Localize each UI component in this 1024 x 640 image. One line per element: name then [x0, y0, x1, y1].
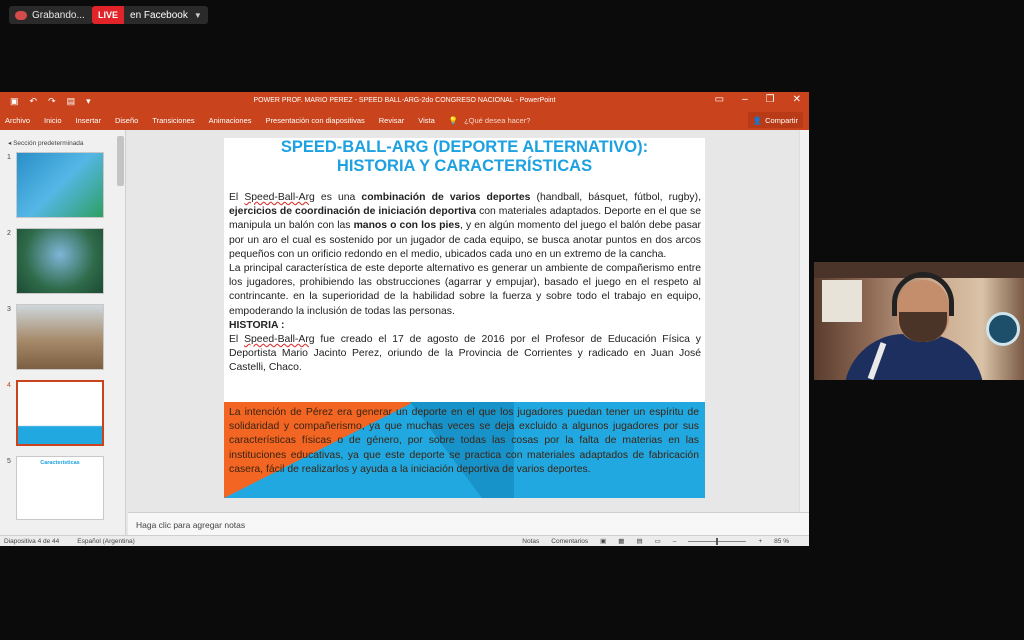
thumb-number: 5: [7, 458, 11, 465]
slide-editing-area: [128, 130, 809, 512]
title-bar: [0, 92, 809, 110]
ribbon-tabs: [0, 110, 809, 130]
slide-scrollbar[interactable]: [799, 130, 809, 512]
slide-thumbnail-4[interactable]: [16, 380, 104, 446]
normal-view-icon[interactable]: ▣: [600, 538, 607, 545]
save-icon[interactable]: ▣: [10, 95, 19, 106]
recording-indicator[interactable]: [9, 6, 93, 24]
language-indicator[interactable]: Español (Argentina): [77, 537, 135, 545]
tab-inicio[interactable]: Inicio: [44, 115, 62, 125]
slide-body-text: [229, 191, 701, 376]
notes-pane[interactable]: [128, 512, 809, 536]
restore-icon[interactable]: ❐: [765, 94, 775, 105]
section-header[interactable]: ◂ Sección predeterminada: [8, 140, 84, 147]
slideshow-icon[interactable]: ▭: [654, 538, 661, 545]
live-badge: LIVE: [92, 6, 124, 24]
tab-vista[interactable]: Vista: [418, 115, 435, 125]
thumb-number: 2: [7, 230, 11, 237]
minimize-icon[interactable]: –: [742, 94, 748, 105]
recording-cloud-icon: [15, 11, 27, 20]
slide-thumbnail-1[interactable]: [16, 152, 104, 218]
zoom-level[interactable]: 85 %: [774, 537, 789, 545]
paragraph-description: El Speed-Ball-Arg es una combinación de varios deportes (handball, básquet, fútbol, rugby), ejercicios de coordinación de iniciación deportiva con materiales adaptados. Deporte en el que se manipula un balón con las manos o con los pies, y en algún momento del juego el balón debe pasar por un aro el cual es sostenido por un jugador de cada equipo, se busca anotar puntos en dos arcos pequeños con un orificio redondo en el medio, ubicados cada uno en un extremo de la cancha.: [229, 192, 702, 260]
current-slide[interactable]: [224, 138, 705, 498]
live-stream-selector[interactable]: [92, 6, 208, 24]
close-icon[interactable]: ✕: [792, 94, 801, 105]
slide-title-line-2: HISTORIA Y CARACTERÍSTICAS: [336, 157, 593, 175]
share-label: Compartir: [765, 115, 798, 125]
tell-me-box[interactable]: ¿Qué desea hacer?: [464, 115, 531, 125]
thumb-5-title: Características: [40, 460, 80, 466]
slide-counter: Diapositiva 4 de 44: [4, 537, 60, 545]
chevron-down-icon: ▼: [193, 10, 202, 20]
share-button[interactable]: [748, 112, 803, 128]
webcam-feed: [814, 262, 1024, 380]
slide-thumbnails-pane: [0, 130, 126, 536]
tab-archivo[interactable]: Archivo: [5, 115, 31, 125]
thumb-number: 3: [7, 306, 11, 313]
room-window: [822, 280, 862, 322]
powerpoint-window: [0, 92, 809, 546]
stream-target-label: en Facebook: [130, 9, 188, 21]
paragraph-history: El Speed-Ball-Arg fue creado el 17 de agosto de 2016 por el Profesor de Educación Física y Deportista Mario Jacinto Perez, oriundo de la Provincia de Corrientes y radicado en Juan José Castelli, Chaco.: [229, 334, 701, 374]
thumb-number: 4: [7, 382, 11, 389]
undo-icon[interactable]: ↶: [29, 95, 38, 106]
zoom-slider[interactable]: [688, 541, 746, 542]
zoom-out-button[interactable]: –: [672, 537, 677, 545]
sorter-view-icon[interactable]: ▦: [618, 538, 625, 545]
historia-heading: HISTORIA :: [229, 319, 285, 331]
slide-title: [224, 138, 705, 176]
paragraph-characteristics: La principal característica de este deporte alternativo es generar un ambiente de compañerismo entre los jugadores, prohibiendo las obstrucciones (agarrar y empujar), basado el juego en el respeto al contrincante. en la superioridad de la habilidad sobre la fuerza y sobre todo el trabajo en equipo, empoderando la inclusión de todas las personas.: [229, 263, 701, 317]
tab-presentacion[interactable]: Presentación con diapositivas: [265, 115, 365, 125]
status-bar: [0, 535, 809, 546]
window-title: POWER PROF. MARIO PEREZ - SPEED BALL-ARG-2do CONGRESO NACIONAL - PowerPoint: [253, 97, 556, 104]
zoom-in-button[interactable]: +: [758, 537, 763, 545]
thumb-number: 1: [7, 154, 11, 161]
redo-icon[interactable]: ↷: [48, 95, 56, 106]
slide-footer-band: [224, 402, 705, 498]
tab-insertar[interactable]: Insertar: [75, 115, 101, 125]
section-label: Sección predeterminada: [13, 140, 84, 147]
slide-thumbnail-2[interactable]: [16, 228, 104, 294]
tab-diseno[interactable]: Diseño: [114, 115, 139, 125]
recording-label: Grabando...: [32, 9, 85, 21]
paragraph-intention: La intención de Pérez era generar un deporte en el que los jugadores puedan tener un espíritu de solidaridad y compañerismo, ya que muchas veces se deja excluido a algunos jugadores por sus características físicas o de género, por sobre todas las cosas por la falta de materias en las instituciones educativas, ya que este deporte se practica con materiales adaptados de fabricación casera, fácil de realizarlos y ayuda a la iniciación deportiva de varios deportes.: [229, 407, 699, 475]
tab-transiciones[interactable]: Transiciones: [152, 115, 195, 125]
slide-thumbnail-3[interactable]: [16, 304, 104, 370]
thumbnails-scrollbar[interactable]: [117, 136, 124, 186]
slide-title-line-1: SPEED-BALL-ARG (DEPORTE ALTERNATIVO):: [280, 138, 649, 156]
tab-animaciones[interactable]: Animaciones: [208, 115, 252, 125]
reading-view-icon[interactable]: ▤: [636, 538, 643, 545]
notes-placeholder: Haga clic para agregar notas: [136, 520, 246, 530]
tab-revisar[interactable]: Revisar: [378, 115, 405, 125]
emblem-icon: [986, 312, 1020, 346]
stream-overlay: [0, 0, 1024, 30]
lightbulb-icon: 💡: [448, 115, 459, 125]
present-icon[interactable]: ▤: [66, 95, 76, 106]
ribbon-display-icon[interactable]: ▭: [714, 94, 725, 105]
comments-toggle[interactable]: Comentarios: [551, 537, 589, 545]
slide-thumbnail-5[interactable]: [16, 456, 104, 520]
customize-toolbar-icon[interactable]: ▾: [86, 95, 91, 106]
person-icon: 👤: [752, 115, 763, 125]
notes-toggle[interactable]: Notas: [522, 537, 540, 545]
